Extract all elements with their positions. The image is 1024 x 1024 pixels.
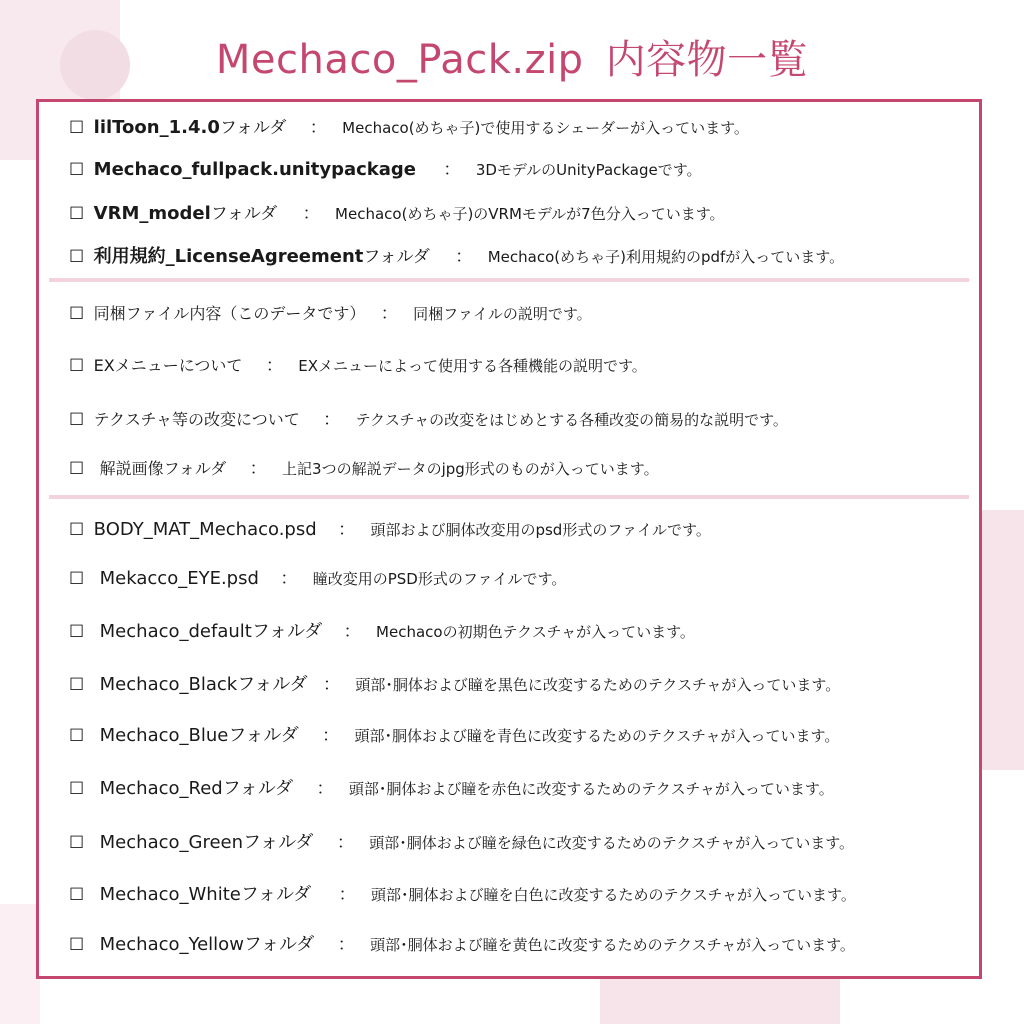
list-item — [69, 831, 969, 855]
background-shape — [0, 904, 40, 1024]
list-item — [69, 202, 969, 226]
item-name: Mechaco_fullpack.unitypackage — [93, 159, 416, 180]
item-name: lilToon_1.4.0 — [93, 117, 220, 138]
checkbox-icon: ☐ — [69, 569, 85, 589]
separator: ： — [336, 833, 354, 853]
item-description: 上記3つの解説データのjpg形式のものが入っています。 — [282, 460, 659, 478]
separator: ： — [343, 622, 361, 642]
checkbox-icon: ☐ — [69, 247, 85, 267]
item-description: Mechaco(めちゃ子)で使用するシェーダーが入っています。 — [342, 119, 749, 137]
separator: ： — [280, 569, 298, 589]
checkbox-icon: ☐ — [69, 160, 85, 180]
item-description: Mechaco(めちゃ子)のVRMモデルが7色分入っています。 — [335, 205, 725, 223]
list-item — [69, 302, 969, 326]
item-description: 同梱ファイルの説明です。 — [413, 305, 592, 323]
item-description: EXメニューによって使用する各種機能の説明です。 — [298, 357, 647, 375]
separator: ： — [443, 160, 461, 180]
item-name: Mechaco_Blackフォルダ — [99, 674, 308, 695]
list-item — [69, 567, 969, 591]
checkbox-icon: ☐ — [69, 356, 85, 376]
item-name: テクスチャ等の改変について — [93, 410, 300, 429]
section-divider — [49, 278, 969, 282]
item-description: 3DモデルのUnityPackageです。 — [475, 161, 702, 179]
separator: ： — [249, 459, 267, 479]
checkbox-icon: ☐ — [69, 520, 85, 540]
item-name: Mechaco_Redフォルダ — [99, 778, 294, 799]
checkbox-icon: ☐ — [69, 410, 85, 430]
item-suffix: フォルダ — [363, 247, 430, 267]
item-description: 頭部および胴体改変用のpsd形式のファイルです。 — [370, 521, 711, 539]
item-name: Mechaco_Whiteフォルダ — [99, 884, 312, 905]
item-name: Mechaco_Blueフォルダ — [99, 725, 299, 746]
item-description: Mechaco(めちゃ子)利用規約のpdfが入っています。 — [487, 248, 845, 266]
list-item — [69, 408, 969, 432]
item-description: 頭部･胴体および瞳を赤色に改変するためのテクスチャが入っています。 — [348, 780, 834, 798]
separator: ： — [323, 410, 341, 430]
list-item — [69, 116, 969, 140]
item-name: Mechaco_Yellowフォルダ — [99, 934, 315, 955]
separator: ： — [337, 935, 355, 955]
list-item — [69, 673, 969, 697]
separator: ： — [323, 675, 340, 695]
checkbox-icon: ☐ — [69, 726, 85, 746]
title-subtitle: 内容物一覧 — [605, 37, 809, 83]
item-name: VRM_model — [93, 203, 211, 224]
list-item — [69, 777, 969, 801]
checkbox-icon: ☐ — [69, 935, 85, 955]
separator: ： — [338, 885, 356, 905]
item-description: 瞳改変用のPSD形式のファイルです。 — [312, 570, 567, 588]
checkbox-icon: ☐ — [69, 675, 85, 695]
list-item — [69, 518, 969, 542]
item-name: Mechaco_Greenフォルダ — [99, 832, 314, 853]
list-item — [69, 620, 969, 644]
separator: ： — [302, 204, 320, 224]
list-item — [69, 724, 969, 748]
checkbox-icon: ☐ — [69, 459, 85, 479]
checkbox-icon: ☐ — [69, 118, 85, 138]
checkbox-icon: ☐ — [69, 885, 85, 905]
separator: ： — [380, 304, 398, 324]
section-divider — [49, 495, 969, 499]
checkbox-icon: ☐ — [69, 779, 85, 799]
item-description: 頭部･胴体および瞳を緑色に改変するためのテクスチャが入っています。 — [369, 834, 855, 852]
item-description: Mechacoの初期色テクスチャが入っています。 — [376, 623, 695, 641]
item-description: 頭部･胴体および瞳を黒色に改変するためのテクスチャが入っています。 — [355, 676, 841, 694]
list-item — [69, 883, 969, 907]
item-suffix: フォルダ — [219, 118, 287, 138]
list-item — [69, 245, 969, 269]
list-item — [69, 158, 969, 182]
checkbox-icon: ☐ — [69, 304, 85, 324]
checkbox-icon: ☐ — [69, 622, 85, 642]
separator: ： — [316, 779, 334, 799]
item-name: 利用規約_LicenseAgreement — [93, 246, 364, 267]
item-description: テクスチャの改変をはじめとする各種改変の簡易的な説明です。 — [355, 411, 788, 429]
background-shape — [600, 979, 840, 1024]
item-name: Mekacco_EYE.psd — [99, 568, 259, 589]
checkbox-icon: ☐ — [69, 833, 85, 853]
item-name: 解説画像フォルダ — [99, 459, 227, 478]
item-name: EXメニューについて — [93, 356, 243, 375]
list-item — [69, 457, 969, 481]
separator: ： — [322, 726, 340, 746]
list-item — [69, 354, 969, 378]
separator: ： — [338, 520, 356, 540]
checkbox-icon: ☐ — [69, 204, 85, 224]
contents-panel — [36, 99, 982, 979]
list-item — [69, 933, 969, 957]
separator: ： — [309, 118, 327, 138]
separator: ： — [265, 356, 283, 376]
separator: ： — [455, 247, 473, 267]
item-name: 同梱ファイル内容（このデータです） — [93, 304, 366, 323]
item-description: 頭部･胴体および瞳を青色に改変するためのテクスチャが入っています。 — [354, 727, 840, 745]
item-name: BODY_MAT_Mechaco.psd — [93, 519, 317, 540]
item-description: 頭部･胴体および瞳を白色に改変するためのテクスチャが入っています。 — [371, 886, 856, 904]
item-name: Mechaco_defaultフォルダ — [99, 621, 323, 642]
page-title — [0, 28, 1024, 85]
item-suffix: フォルダ — [210, 204, 278, 224]
title-filename: Mechaco_Pack.zip — [215, 37, 584, 83]
item-description: 頭部･胴体および瞳を黄色に改変するためのテクスチャが入っています。 — [370, 936, 855, 954]
